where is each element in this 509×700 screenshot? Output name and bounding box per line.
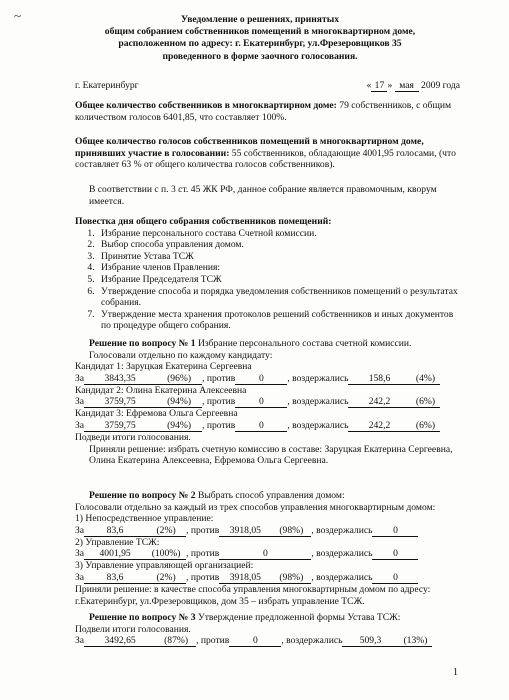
vote-abstain-pct: (13%) (398, 636, 432, 647)
vote-against: 0 (235, 374, 287, 385)
vote-abstain: 0 (372, 526, 418, 537)
agenda-list (75, 228, 460, 332)
vote-against: 0 (235, 421, 287, 432)
vote-word: против (206, 419, 236, 431)
vote-word: За (75, 571, 85, 583)
vote-word: За (75, 548, 85, 560)
document-title (60, 14, 460, 63)
q2-sub: Голосовали отдельно за каждый из трех способов управления многоквартирным домом: (75, 501, 436, 513)
corner-mark: ~ (14, 8, 22, 23)
q1-decision: Приняли решение: избрать счетную комиссию в составе: Заруцкая Екатерина Сергеевна, Олина Екатерина Алексеевна, Ефремова Ольга Сергеевна. (89, 443, 453, 467)
vote-abstain: 242,2 (348, 397, 410, 408)
city: г. Екатеринбург (75, 80, 139, 91)
q2-vote-row: За 4001,95 (100%) , против 0 , воздержались 0 (75, 548, 460, 560)
vote-abstain: 509,3 (342, 636, 398, 647)
vote-word: За (75, 524, 85, 536)
agenda-item: 1. Избрание персонального состава Счетной комиссии. (97, 228, 460, 240)
document-date (367, 80, 460, 92)
agenda-item: 4. Избрание членов Правления: (97, 262, 460, 274)
owners-voted-block (75, 136, 460, 171)
agenda-block (75, 216, 460, 332)
vote-for: 3759,75 (84, 421, 156, 432)
vote-for: 3492,65 (84, 636, 156, 647)
owners-total-block (75, 100, 460, 123)
date-year: 2009 года (421, 80, 460, 91)
q1-sub: Голосовали отдельно по каждому кандидату: (89, 349, 273, 361)
q1-vote-row: За 3759,75 (94%) , против 0 , воздержались 242,2 (6%) (75, 420, 460, 432)
q3-heading: Решение по вопросу № 3 (89, 612, 196, 623)
owners-voted-label: Общее количество голосов собственников помещений в многоквартирном доме, принявших участие в голосовании: (75, 136, 424, 159)
vote-word: За (75, 419, 85, 431)
vote-word: против (190, 548, 220, 560)
vote-abstain: 0 (372, 549, 418, 560)
title-line: расположенном по адресу: г. Екатеринбург, ул.Фрезеровщиков 35 (118, 38, 402, 50)
owners-total-label: Общее количество собственников в многоквартирном доме: (75, 100, 337, 111)
question-2-block (75, 490, 460, 607)
vote-abstain: 0 (372, 573, 418, 584)
quorum-text: В соответствии с п. 3 ст. 45 ЖК РФ, данное собрание является правомочным, кворум имеется. (89, 184, 437, 207)
vote-against: 3918,05 (219, 573, 271, 584)
q1-candidate-name: Кандидат 2: Олина Екатерина Алексеевна (75, 384, 247, 396)
q1-vote-row: За 3759,75 (94%) , против 0 , воздержались 242,2 (6%) (75, 396, 460, 408)
q2-heading: Решение по вопросу № 2 (89, 490, 196, 501)
vote-for: 3843,35 (84, 374, 156, 385)
q1-summary: Подведи итоги голосования. (75, 431, 191, 443)
vote-abstain: 158,6 (348, 374, 410, 385)
vote-word: воздержались (316, 571, 373, 583)
vote-against: 0 (219, 549, 311, 560)
vote-word: воздержались (292, 396, 349, 408)
date-quote: » (387, 80, 393, 91)
vote-word: воздержались (292, 419, 349, 431)
q3-summary: Подвели итоги голосования. (75, 623, 191, 635)
vote-word: За (75, 396, 85, 408)
vote-against: 0 (229, 636, 281, 647)
vote-against: 3918,05 (219, 526, 271, 537)
vote-against-pct: (98%) (271, 526, 311, 537)
q2-option-name: 3) Управление управляющей организацией: (75, 560, 254, 572)
q3-title: Утверждение предложенной формы Устава ТСЖ: (197, 612, 401, 623)
q2-option-name: 1) Непосредственное управление: (75, 513, 214, 525)
date-month: мая (395, 81, 419, 92)
vote-abstain: 242,2 (348, 421, 410, 432)
date-day: 17 (371, 81, 387, 92)
q2-vote-row: За 83,6 (2%) , против 3918,05 (98%) , воздержались 0 (75, 525, 460, 537)
vote-abstain-pct: (6%) (410, 397, 440, 408)
title-line: Уведомление о решениях, принятых (180, 14, 339, 25)
question-1-block (75, 338, 460, 467)
vote-for-pct: (100%) (146, 549, 186, 560)
vote-for-pct: (87%) (156, 636, 196, 647)
q2-vote-row: За 83,6 (2%) , против 3918,05 (98%) , воздержались 0 (75, 572, 460, 584)
q1-heading: Решение по вопросу № 1 (89, 338, 196, 349)
vote-for: 83,6 (84, 573, 146, 584)
question-3-block (75, 612, 460, 647)
vote-abstain-pct: (6%) (410, 421, 440, 432)
q3-vote-row: За 3492,65 (87%) , против 0 , воздержались 509,3 (13%) (75, 635, 460, 647)
agenda-item: 6. Утверждение способа и порядка уведомления собственников помещений о результатах собрания. (97, 286, 460, 309)
q1-candidate-name: Кандидат 1: Заруцкая Екатерина Сергеевна (75, 361, 252, 373)
vote-for-pct: (94%) (156, 397, 202, 408)
agenda-item: 3. Принятие Устава ТСЖ (97, 251, 460, 263)
vote-against: 0 (235, 397, 287, 408)
vote-for-pct: (94%) (156, 421, 202, 432)
vote-for: 3759,75 (84, 397, 156, 408)
vote-word: воздержались (316, 524, 373, 536)
vote-word: За (75, 372, 85, 384)
owners-voted-text: 55 собственников, обладающие 4001,95 голосами, (что составляет 63 % от общего количества голосов собственников). (75, 147, 456, 171)
title-line: общим собранием собственников помещений в многоквартирном доме, (104, 26, 416, 38)
vote-word: против (200, 635, 230, 647)
vote-for-pct: (2%) (146, 573, 186, 584)
vote-word: против (206, 396, 236, 408)
q1-vote-row: За 3843,35 (96%) , против 0 , воздержались 158,6 (4%) (75, 373, 460, 385)
agenda-item: 5. Избрание Председателя ТСЖ (97, 274, 460, 286)
vote-word: воздержались (316, 548, 373, 560)
vote-abstain-pct: (4%) (410, 374, 440, 385)
vote-for: 83,6 (84, 526, 146, 537)
title-line: проведенного в форме заочного голосования. (162, 50, 358, 62)
vote-word: против (206, 372, 236, 384)
vote-word: против (190, 524, 220, 536)
agenda-item: 2. Выбор способа управления домом. (97, 239, 460, 251)
q2-option-name: 2) Управление ТСЖ: (75, 536, 160, 548)
vote-word: воздержались (286, 635, 343, 647)
q2-decision: Приняли решение: в качестве способа управления многоквартирным домом по адресу: г.Екатеринбург, ул.Фрезеровщиков, дом 35 – избрать управление ТСЖ. (75, 583, 431, 607)
vote-for-pct: (96%) (156, 374, 202, 385)
q2-title: Выбрать способ управления домом: (197, 490, 345, 501)
vote-word: против (190, 571, 220, 583)
place-date-row (75, 80, 460, 91)
owners-total-text: 79 собственников, с общим количеством голосов 6401,85, что составляет 100%. (75, 100, 452, 123)
vote-for-pct: (2%) (146, 526, 186, 537)
q1-title: Избрание персонального состава счетной комиссии. (197, 338, 412, 349)
vote-against-pct: (98%) (271, 573, 311, 584)
agenda-item: 7. Утверждение места хранения протоколов решений собственников и иных документов по процедуре общего собрания. (97, 309, 460, 332)
q1-candidate-name: Кандидат 3: Ефремова Ольга Сергеевна (75, 408, 238, 420)
page-number: 1 (453, 667, 458, 678)
vote-for: 4001,95 (84, 549, 146, 560)
agenda-heading: Повестка дня общего собрания собственников помещений: (75, 216, 332, 227)
date-quote: « (366, 80, 372, 91)
vote-word: За (75, 635, 85, 647)
vote-word: воздержались (292, 372, 349, 384)
